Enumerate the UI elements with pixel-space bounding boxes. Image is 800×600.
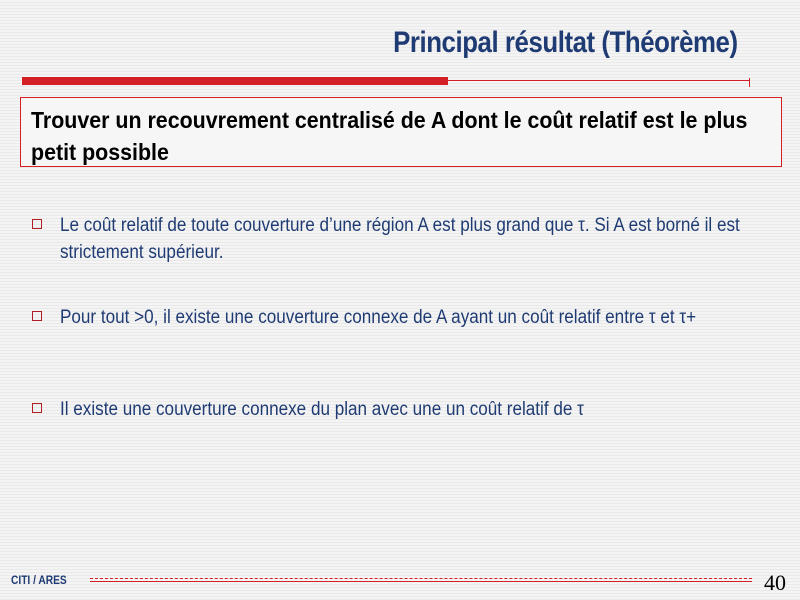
footer-rule-solid	[90, 581, 752, 582]
footer-rule	[90, 578, 752, 579]
bullet-text: Le coût relatif de toute couverture d’une région A est plus grand que τ. Si A est borné il est strictement supérieur.	[60, 215, 740, 263]
title-underline-tick	[749, 78, 750, 87]
slide-title: Principal résultat (Théorème)	[393, 26, 738, 59]
bullet-text: Il existe une couverture connexe du plan avec une un coût relatif de τ	[60, 399, 584, 420]
bullet-item	[30, 212, 800, 266]
square-bullet-icon	[32, 403, 42, 413]
footer-label: CITI / ARES	[11, 573, 67, 587]
square-bullet-icon	[32, 219, 42, 229]
highlight-box-text: Trouver un recouvrement centralisé de A dont le coût relatif est le plus petit possible	[31, 107, 748, 165]
square-bullet-icon	[32, 311, 42, 321]
page-number: 40	[764, 570, 786, 595]
title-underline-thick	[22, 77, 448, 85]
bullet-item	[30, 304, 800, 331]
bullet-item	[30, 396, 800, 423]
bullet-text: Pour tout >0, il existe une couverture connexe de A ayant un coût relatif entre τ et τ+	[60, 307, 697, 328]
title-underline-thin	[448, 80, 750, 81]
highlight-box	[20, 97, 782, 167]
